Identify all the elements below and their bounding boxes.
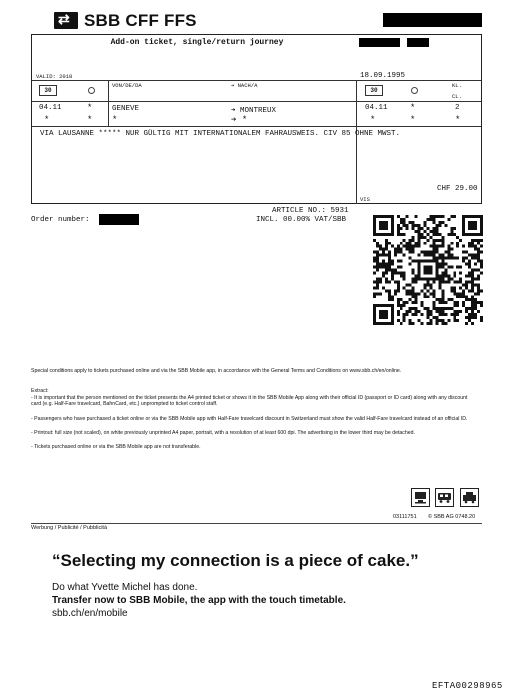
class-label-bottom: CL. bbox=[452, 93, 462, 100]
advert-line-2: Transfer now to SBB Mobile, the app with the touch timetable. bbox=[52, 595, 346, 606]
row-divider-2 bbox=[32, 101, 481, 102]
document-id: EFTA00298965 bbox=[432, 681, 503, 691]
sbb-logo-icon bbox=[54, 12, 78, 29]
class-label-top: KL. bbox=[452, 82, 462, 89]
advert-quote: “Selecting my connection is a piece of cake.” bbox=[52, 551, 419, 570]
star-7: * bbox=[455, 115, 461, 125]
via-note: VIA LAUSANNE ***** NUR GÜLTIG MIT INTERNATIONALEM FAHRAUSWEIS. CIV 85 OHNE MWST. bbox=[40, 130, 401, 138]
arrow-icon: ➔ bbox=[231, 107, 236, 115]
outbound-date: 04.11 bbox=[39, 104, 62, 112]
footer-code: 03111751 bbox=[393, 514, 417, 520]
ticket-box bbox=[31, 34, 482, 204]
condition-item: - It is important that the person mentioned on the ticket presents the A4 printed ticket or shows it in the SBB Mobile App along with their official ID (passport or ID card) along with any discount card (e.g. Half-Fare travelcard, BahnCard, etc.) unprompted to ticket control staff. bbox=[31, 395, 468, 408]
issue-date: 18.09.1995 bbox=[360, 72, 406, 80]
row-divider-top bbox=[32, 80, 481, 81]
advert-divider bbox=[31, 523, 482, 524]
condition-item: - Printout: full size (not scaled), on white previously unprinted A4 paper, portrait, with a resolution of at least 600 dpi. The advertising in the lower third may be detached. bbox=[31, 430, 415, 436]
conditions-intro: Special conditions apply to tickets purchased online and via the SBB Mobile app, in accordance with the General Terms and Conditions on www.sbb.ch/en/online. bbox=[31, 368, 402, 374]
vis-label: VIS bbox=[360, 196, 370, 203]
to-column-label: ➔ NACH/A bbox=[231, 82, 258, 89]
footer-copyright: © SBB AG 0748.20 bbox=[428, 514, 476, 520]
star-1: * bbox=[44, 115, 50, 125]
train-icon bbox=[435, 488, 454, 507]
qr-code bbox=[373, 214, 483, 326]
clock-icon-return bbox=[411, 87, 418, 94]
mobile-app-icon bbox=[460, 488, 479, 507]
redaction-ticket-2 bbox=[407, 38, 429, 47]
return-time-star: * bbox=[410, 103, 416, 113]
condition-item: - Passengers who have purchased a ticket online or via the SBB Mobile app with Half-Fare travelcard discount in Switzerland must show the valid Half-Fare travelcard instead of an official ID. bbox=[31, 416, 468, 422]
condition-item: - Tickets purchased online or via the SBB Mobile app are not transferable. bbox=[31, 444, 201, 450]
row-divider-3 bbox=[32, 126, 481, 127]
outbound-time-star: * bbox=[87, 103, 93, 113]
redaction-order-number bbox=[99, 214, 139, 225]
day-box-outbound: 30 bbox=[39, 85, 57, 96]
from-column-label: VON/DE/DA bbox=[112, 82, 142, 89]
extract-title: Extract: bbox=[31, 388, 49, 394]
order-number-label: Order number: bbox=[31, 216, 90, 224]
price: CHF 29.00 bbox=[437, 185, 478, 193]
logo-arrows-icon: ⇄ bbox=[58, 11, 70, 27]
advert-line-1: Do what Yvette Michel has done. bbox=[52, 582, 198, 593]
col-divider-2 bbox=[356, 80, 357, 204]
advert-label: Werbung / Publicité / Pubblicità bbox=[31, 525, 108, 531]
computer-icon bbox=[411, 488, 430, 507]
vat-info: INCL. 00.00% VAT/SBB bbox=[256, 216, 347, 224]
class-value: 2 bbox=[455, 104, 460, 112]
star-5: * bbox=[370, 115, 376, 125]
to-station: ➔ MONTREUX bbox=[231, 107, 277, 115]
brand-name: SBB CFF FFS bbox=[84, 11, 197, 30]
clock-icon bbox=[88, 87, 95, 94]
valid-label: VALID: 2018 bbox=[36, 73, 73, 80]
advert-link[interactable]: sbb.ch/en/mobile bbox=[52, 608, 128, 619]
col-divider-1 bbox=[108, 80, 109, 126]
redaction-ticket-1 bbox=[359, 38, 400, 47]
star-4: ➔ * bbox=[231, 115, 248, 125]
ticket-title: Add-on ticket, single/return journey bbox=[110, 38, 284, 47]
from-station: GENEVE bbox=[112, 105, 140, 113]
arrow-icon: ➔ bbox=[231, 115, 237, 125]
redaction-header bbox=[383, 13, 482, 27]
star-6: * bbox=[410, 115, 416, 125]
day-box-return: 30 bbox=[365, 85, 383, 96]
star-2: * bbox=[87, 115, 93, 125]
arrow-icon: ➔ bbox=[231, 82, 235, 89]
article-number: ARTICLE NO.: 5931 bbox=[272, 207, 349, 215]
qr-modules bbox=[373, 215, 483, 325]
return-date: 04.11 bbox=[365, 104, 388, 112]
star-3: * bbox=[112, 115, 118, 125]
